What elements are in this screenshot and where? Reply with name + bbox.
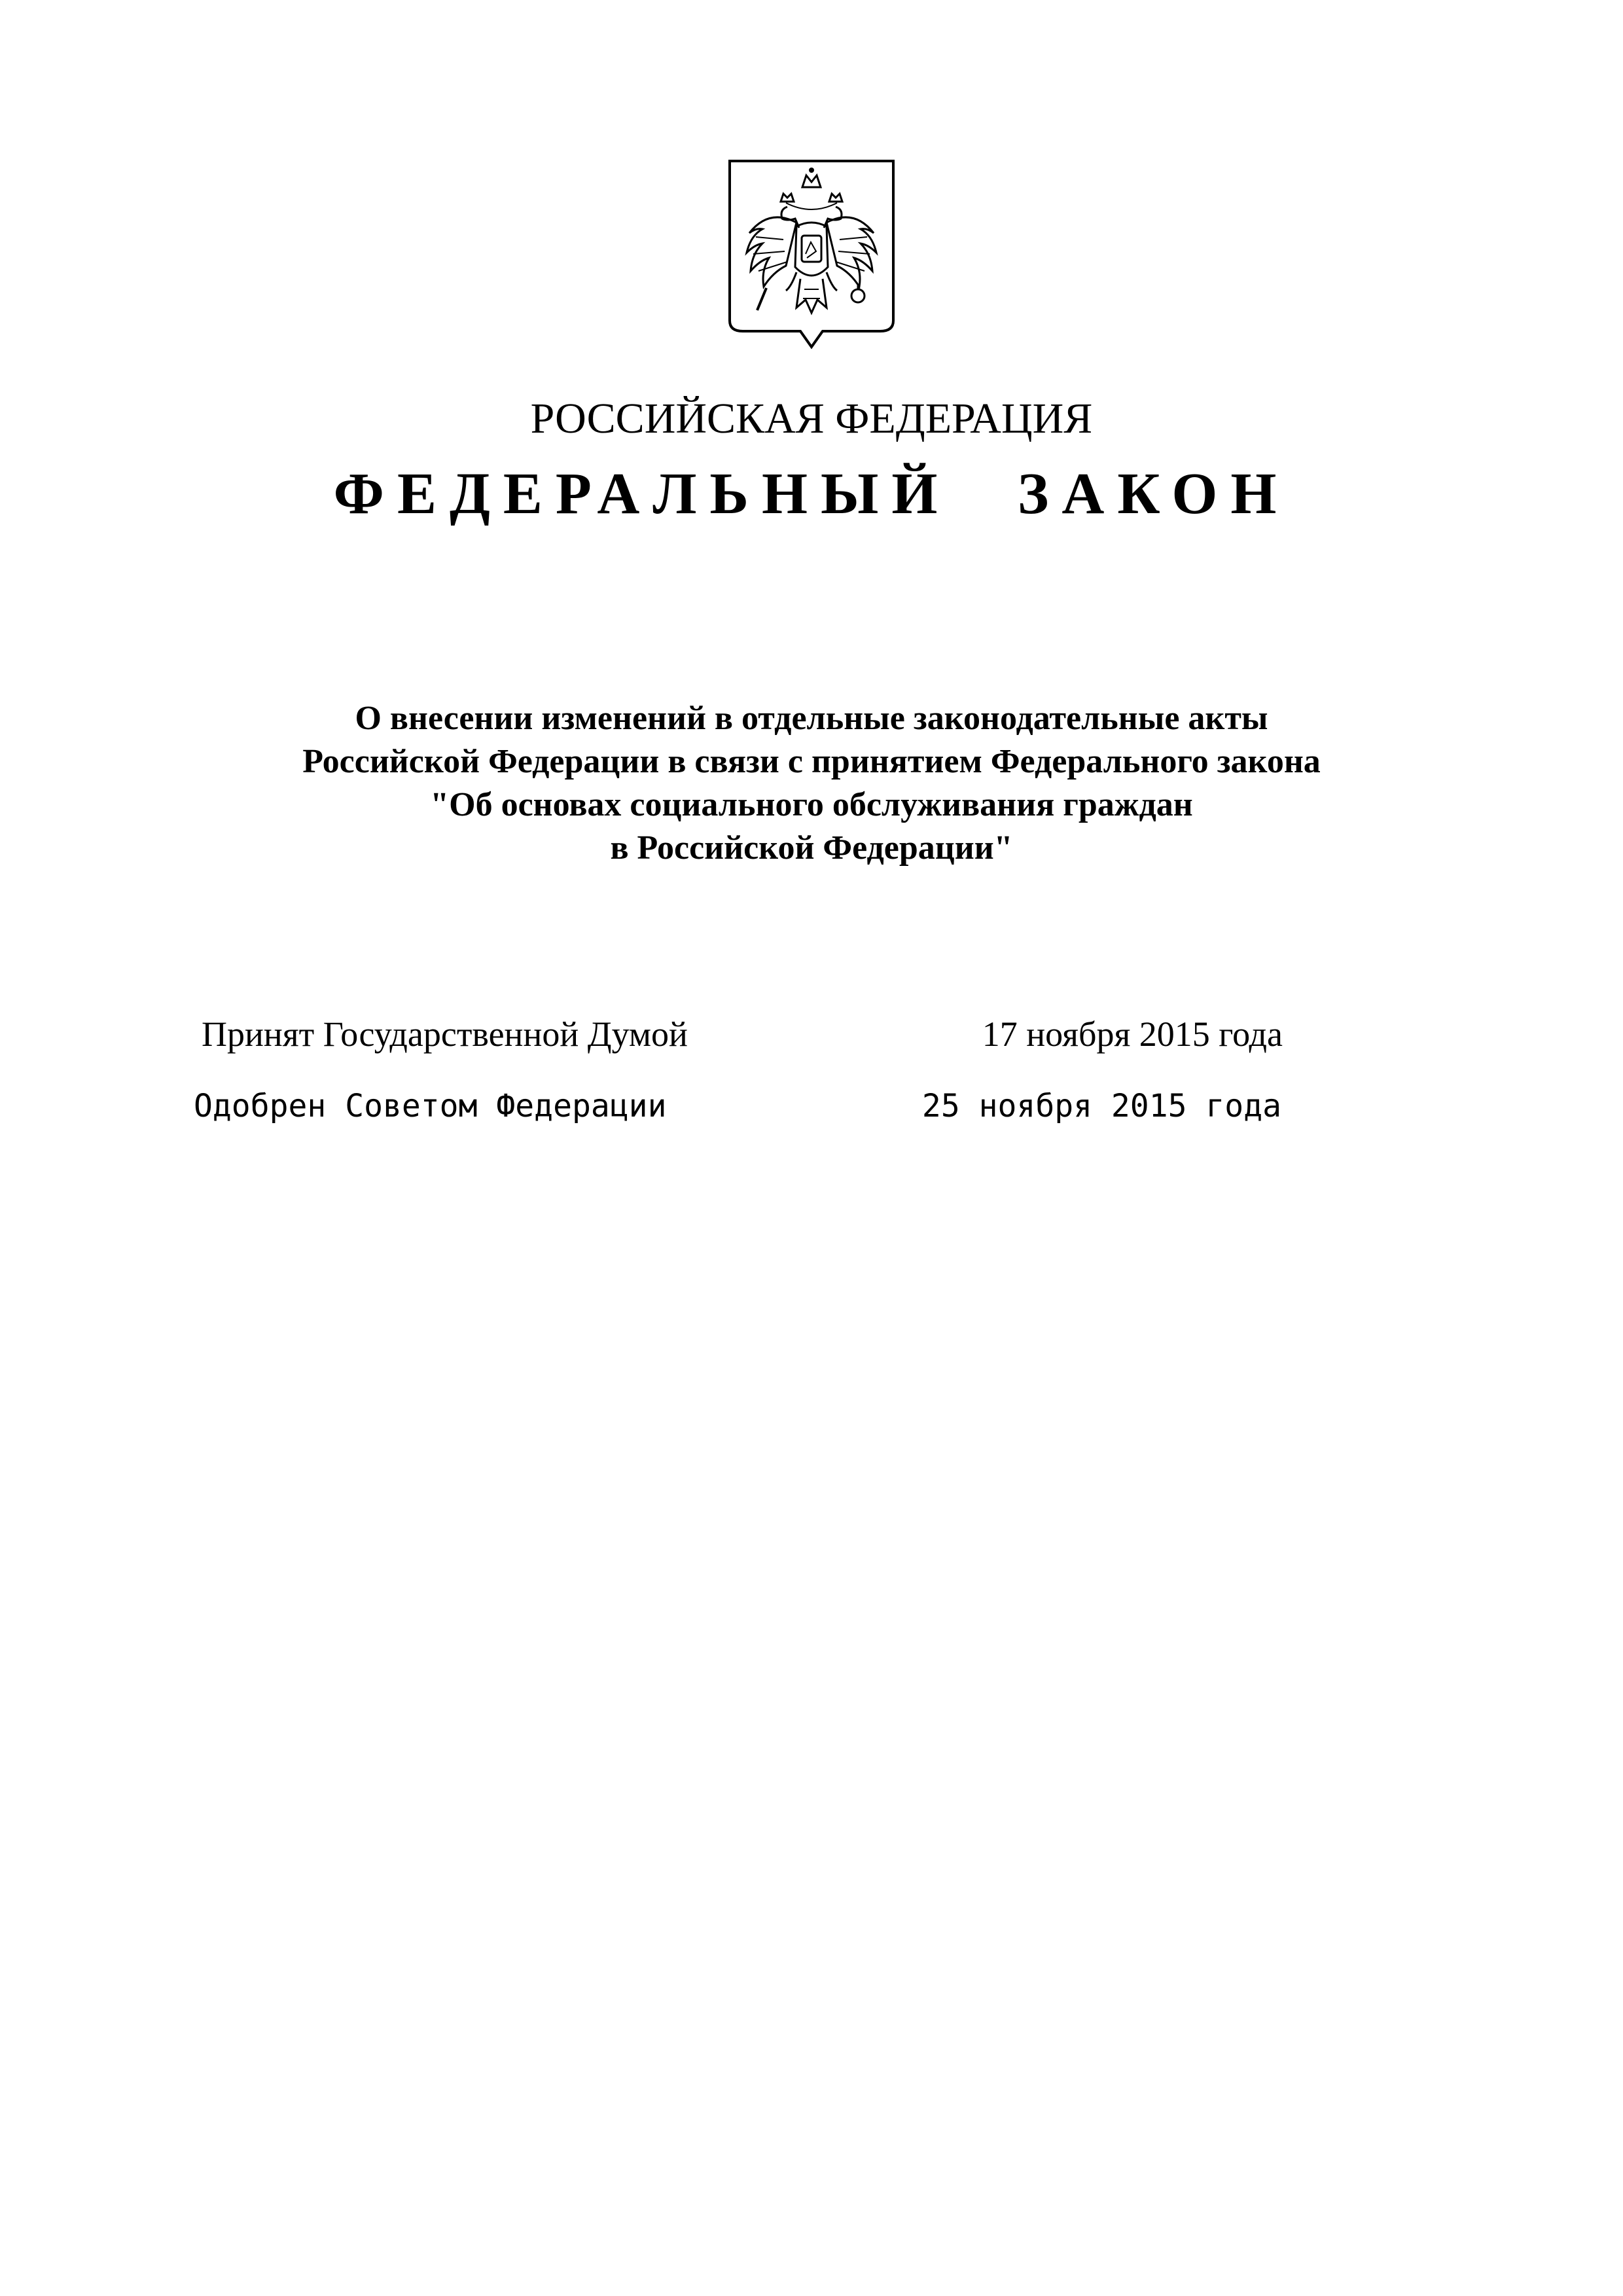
- law-title-line: "Об основах социального обслуживания граждан: [430, 786, 1193, 823]
- law-title: [0, 697, 1623, 870]
- russian-coat-of-arms-icon: [723, 156, 900, 352]
- law-title-line: Российской Федерации в связи с принятием Федерального закона: [302, 743, 1321, 780]
- country-heading: РОССИЙСКАЯ ФЕДЕРАЦИЯ: [530, 395, 1093, 442]
- duma-adoption-label: Принят Государственной Думой: [202, 1014, 688, 1054]
- council-approval-label: Одобрен Советом Федерации: [194, 1088, 667, 1124]
- duma-adoption-date: 17 ноября 2015 года: [982, 1014, 1283, 1054]
- council-approval-date: 25 ноября 2015 года: [921, 1088, 1281, 1124]
- council-approval-row: [0, 1077, 1623, 1136]
- law-title-line: О внесении изменений в отдельные законодательные акты: [355, 700, 1268, 737]
- law-type-heading: ФЕДЕРАЛЬНЫЙ ЗАКОН: [333, 461, 1290, 526]
- law-title-line: в Российской Федерации": [610, 829, 1013, 867]
- duma-adoption-row: [0, 1005, 1623, 1064]
